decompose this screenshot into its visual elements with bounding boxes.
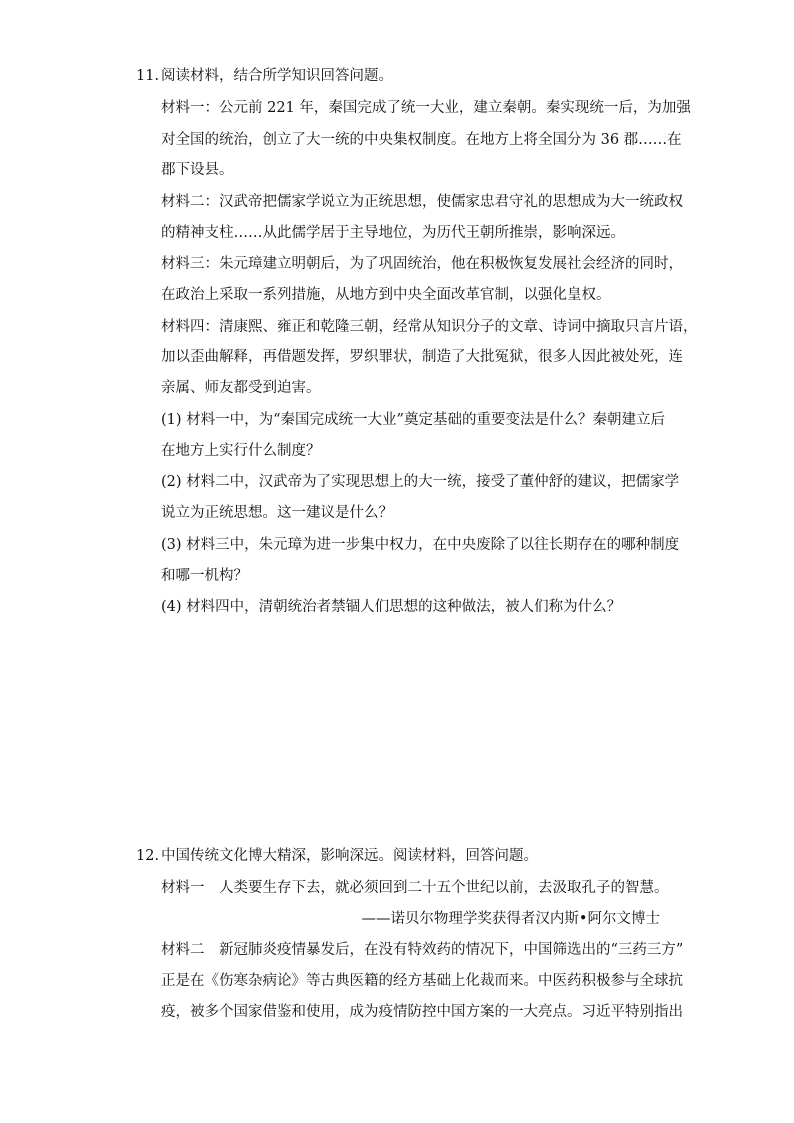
material-1-line: 郡下设县。	[161, 162, 234, 178]
sub-question-3: (3) 材料三中，朱元璋为进一步集中权力，在中央废除了以往长期存在的哪种制度	[161, 537, 680, 553]
material-1-line: 对全国的统治，创立了大一统的中央集权制度。在地方上将全国分为 36 郡……在	[161, 132, 682, 148]
sub-question-4: (4) 材料四中，清朝统治者禁锢人们思想的这种做法，被人们称为什么？	[161, 599, 622, 615]
quote-attribution: ——诺贝尔物理学奖获得者汉内斯•阿尔文博士	[361, 911, 660, 927]
material-2-line: 材料二：汉武帝把儒家学说立为正统思想，使儒家忠君守礼的思想成为大一统政权	[161, 194, 683, 210]
material-3-line: 在政治上采取一系列措施，从地方到中央全面改革官制，以强化皇权。	[161, 287, 611, 303]
material-4-line: 加以歪曲解释，再借题发挥，罗织罪状，制造了大批冤狱，很多人因此被处死，连	[161, 349, 683, 365]
sub-question-2: 说立为正统思想。这一建议是什么？	[161, 505, 393, 521]
material-2-line: 的精神支柱……从此儒学居于主导地位，为历代王朝所推崇，影响深远。	[161, 225, 625, 241]
sub-question-1: (1) 材料一中，为“秦国完成统一大业”奠定基础的重要变法是什么？秦朝建立后	[161, 412, 665, 428]
question-number: 11.	[136, 68, 160, 84]
material-1-line: 材料一：公元前 221 年，秦国完成了统一大业，建立秦朝。秦实现统一后，为加强	[161, 100, 691, 116]
material-1-line: 材料一 人类要生存下去，就必须回到二十五个世纪以前，去汲取孔子的智慧。	[161, 880, 669, 896]
material-4-line: 材料四：清康熙、雍正和乾隆三朝，经常从知识分子的文章、诗词中摘取只言片语，	[161, 319, 698, 335]
question-number: 12.	[136, 848, 160, 864]
sub-question-3: 和哪一机构？	[161, 568, 248, 584]
question-stem: 阅读材料，结合所学知识回答问题。	[161, 68, 393, 84]
sub-question-1: 在地方上实行什么制度？	[161, 443, 321, 459]
material-2-line: 材料二 新冠肺炎疫情暴发后，在没有特效药的情况下，中国筛选出的“三药三方”	[161, 942, 684, 958]
material-4-line: 亲属、师友都受到迫害。	[161, 380, 321, 396]
question-stem: 中国传统文化博大精深，影响深远。阅读材料，回答问题。	[161, 848, 538, 864]
material-2-line: 疫，被多个国家借鉴和使用，成为疫情防控中国方案的一大亮点。习近平特别指出	[161, 1004, 683, 1020]
material-3-line: 材料三：朱元璋建立明朝后，为了巩固统治，他在积极恢复发展社会经济的同时，	[161, 256, 683, 272]
material-2-line: 正是在《伤寒杂病论》等古典医籍的经方基础上化裁而来。中医药积极参与全球抗	[161, 973, 683, 989]
sub-question-2: (2) 材料二中，汉武帝为了实现思想上的大一统，接受了董仲舒的建议，把儒家学	[161, 474, 680, 490]
